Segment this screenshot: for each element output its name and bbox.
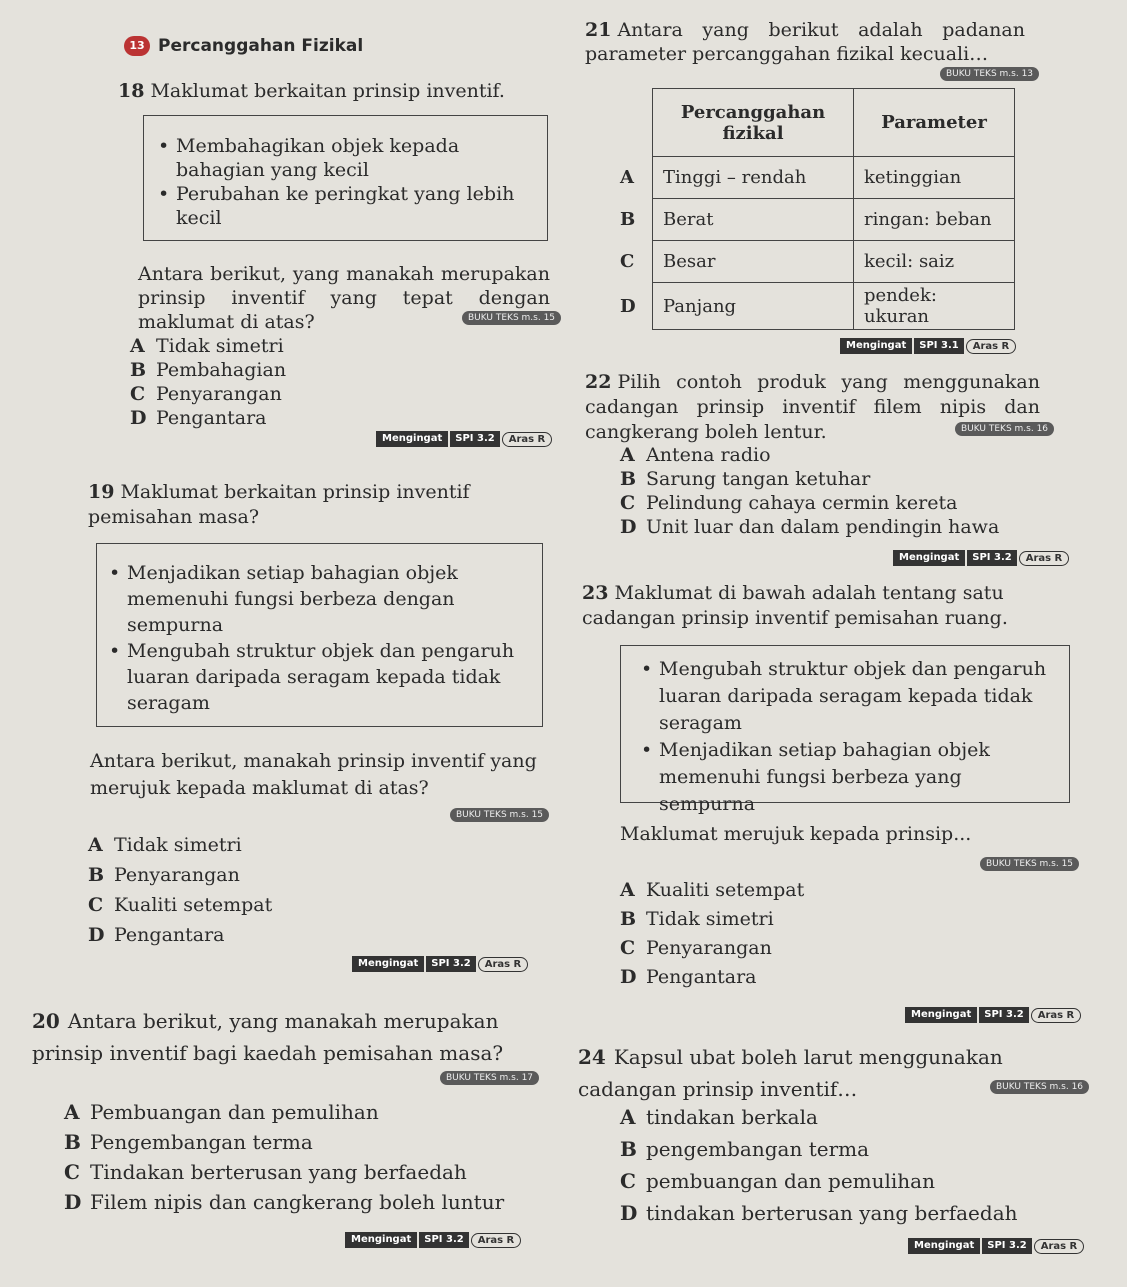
q19-bullet: • Menjadikan setiap bahagian objek memenuhi fungsi berbeza dengan sempurna — [103, 560, 530, 638]
q20-stem: 20 Antara berikut, yang manakah merupakan prinsip inventif bagi kaedah pemisahan masa? — [32, 1009, 504, 1065]
q19-tag: BUKU TEKS m.s. 15 — [450, 808, 549, 822]
q18-badge: Mengingat SPI 3.2 Aras R — [376, 431, 552, 447]
q23-bullet: • Mengubah struktur objek dan pengaruh luaran daripada seragam kepada tidak seragam — [635, 656, 1059, 737]
q24-badge: Mengingat SPI 3.2 Aras R — [908, 1238, 1084, 1254]
q18-tag: BUKU TEKS m.s. 15 — [462, 311, 561, 325]
q24-option[interactable]: C pembuangan dan pemulihan — [620, 1169, 935, 1193]
q19-bullet: • Mengubah struktur objek dan pengaruh luaran daripada seragam kepada tidak seragam — [103, 638, 530, 716]
q20-badge: Mengingat SPI 3.2 Aras R — [345, 1232, 521, 1248]
q23-badge: Mengingat SPI 3.2 Aras R — [905, 1007, 1081, 1023]
q19-option[interactable]: D Pengantara — [88, 924, 225, 946]
q21-row[interactable]: D Panjang pendek: ukuran — [610, 283, 1015, 330]
q20-option[interactable]: B Pengembangan terma — [64, 1130, 313, 1154]
q19-stem: 19 Maklumat berkaitan prinsip inventif pemisahan masa? — [88, 481, 470, 528]
q20-option[interactable]: D Filem nipis dan cangkerang boleh luntur — [64, 1190, 505, 1214]
q23-options — [620, 876, 804, 992]
q20-options — [64, 1097, 504, 1217]
chapter-title: Percanggahan Fizikal — [158, 36, 364, 56]
q22-option[interactable]: D Unit luar dan dalam pendingin hawa — [620, 516, 1000, 538]
q19-option[interactable]: B Penyarangan — [88, 864, 240, 886]
q22-badge: Mengingat SPI 3.2 Aras R — [893, 550, 1069, 566]
q23-bullet: • Menjadikan setiap bahagian objek memenuhi fungsi berbeza yang sempurna — [635, 737, 1059, 818]
q24-options — [620, 1101, 1018, 1229]
q18-stem: 18 Maklumat berkaitan prinsip inventif. — [118, 80, 505, 102]
q21-tag: BUKU TEKS m.s. 13 — [940, 67, 1039, 81]
q19-option[interactable]: C Kualiti setempat — [88, 894, 273, 916]
q20-tag: BUKU TEKS m.s. 17 — [440, 1071, 539, 1085]
q23-info-box — [620, 645, 1070, 815]
q18-bullet: • Perubahan ke peringkat yang lebih kecil — [152, 182, 535, 230]
q19-question: Antara berikut, manakah prinsip inventif yang merujuk kepada maklumat di atas? — [90, 750, 537, 799]
q24-tag: BUKU TEKS m.s. 16 — [990, 1080, 1089, 1094]
q18-bullet: • Membahagikan objek kepada bahagian yang kecil — [152, 134, 535, 182]
q20-option[interactable]: A Pembuangan dan pemulihan — [64, 1100, 379, 1124]
q18-option[interactable]: D Pengantara — [130, 407, 267, 429]
q22-stem: 22 Pilih contoh produk yang menggunakan cadangan prinsip inventif filem nipis dan cangkerang boleh lentur. — [585, 371, 1040, 443]
q19-info-box — [96, 543, 543, 727]
q18-question: Antara berikut, yang manakah merupakan prinsip inventif yang tepat dengan maklumat di atas? — [138, 263, 550, 333]
q24-stem: 24 Kapsul ubat boleh larut menggunakan cadangan prinsip inventif… — [578, 1045, 1003, 1101]
q19-options — [88, 830, 272, 950]
q19-option[interactable]: A Tidak simetri — [88, 834, 242, 856]
q19-badge: Mengingat SPI 3.2 Aras R — [352, 956, 528, 972]
q23-stem: 23 Maklumat di bawah adalah tentang satu cadangan prinsip inventif pemisahan ruang. — [582, 582, 1008, 629]
q23-option[interactable]: D Pengantara — [620, 966, 757, 988]
q22-option[interactable]: C Pelindung cahaya cermin kereta — [620, 492, 958, 514]
q24-option[interactable]: B pengembangan terma — [620, 1137, 870, 1161]
q24-option[interactable]: D tindakan berterusan yang berfaedah — [620, 1201, 1018, 1225]
q23-option[interactable]: C Penyarangan — [620, 937, 772, 959]
q18-option[interactable]: A Tidak simetri — [130, 335, 284, 357]
q22-options — [620, 443, 999, 539]
chapter-number-icon: 13 — [124, 36, 150, 56]
q21-table-corner — [610, 89, 653, 157]
q23-option[interactable]: A Kualiti setempat — [620, 879, 805, 901]
q23-option[interactable]: B Tidak simetri — [620, 908, 774, 930]
q21-row[interactable]: A Tinggi – rendah ketinggian — [610, 157, 1015, 199]
q18-option[interactable]: C Penyarangan — [130, 383, 282, 405]
q21-table-wrap — [610, 88, 1015, 330]
q21-table — [610, 88, 1015, 330]
q22-tag: BUKU TEKS m.s. 16 — [955, 422, 1054, 436]
q23-question: Maklumat merujuk kepada prinsip... — [620, 823, 972, 845]
q18-option[interactable]: B Pembahagian — [130, 359, 287, 381]
q20-option[interactable]: C Tindakan berterusan yang berfaedah — [64, 1160, 467, 1184]
q23-tag: BUKU TEKS m.s. 15 — [980, 857, 1079, 871]
q22-option[interactable]: B Sarung tangan ketuhar — [620, 468, 871, 490]
q18-info-box — [143, 115, 548, 241]
q21-header-col1: Percanggahan fizikal — [653, 89, 854, 157]
q24-option[interactable]: A tindakan berkala — [620, 1105, 818, 1129]
chapter-header — [124, 36, 363, 56]
q21-row[interactable]: C Besar kecil: saiz — [610, 241, 1015, 283]
q21-header-col2: Parameter — [854, 89, 1015, 157]
q21-row[interactable]: B Berat ringan: beban — [610, 199, 1015, 241]
q21-badge: Mengingat SPI 3.1 Aras R — [840, 338, 1016, 354]
q21-stem: 21 Antara yang berikut adalah padanan parameter percanggahan fizikal kecuali… — [585, 19, 1025, 65]
q22-option[interactable]: A Antena radio — [620, 444, 771, 466]
q18-options — [130, 334, 286, 430]
